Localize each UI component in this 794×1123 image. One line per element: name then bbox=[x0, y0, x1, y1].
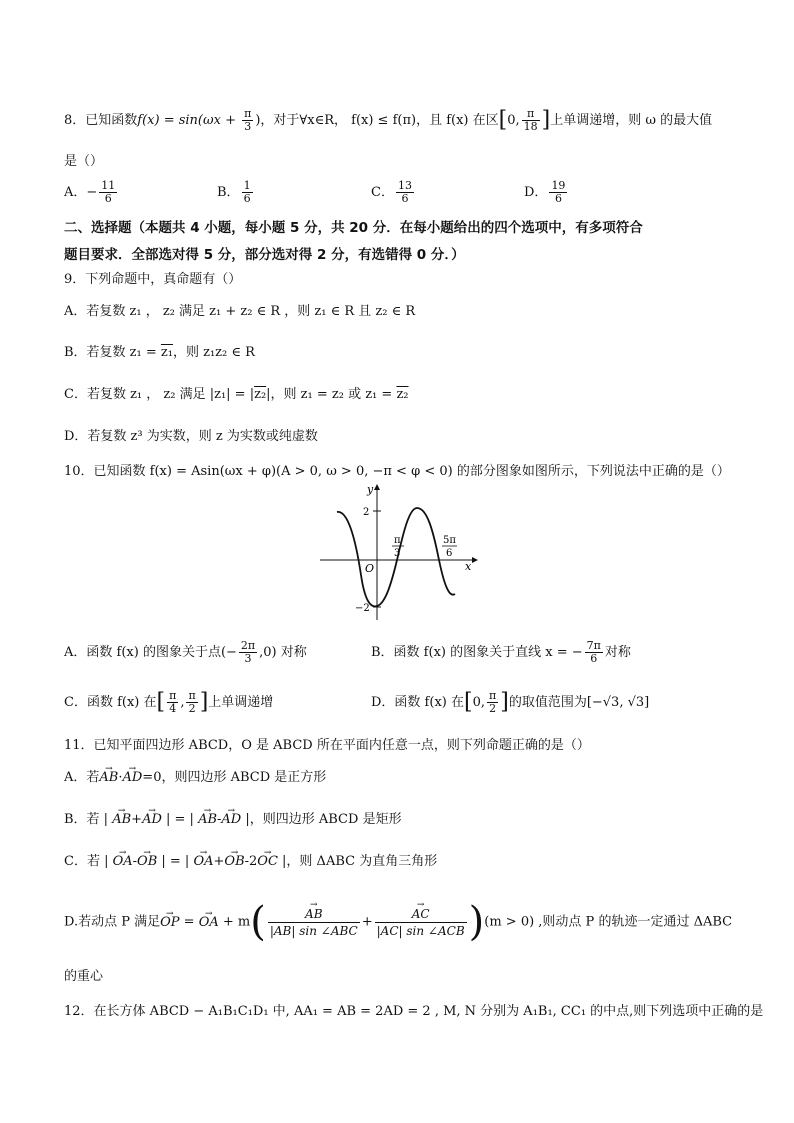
q8-option-b[interactable]: B． $\frac{1}{6}$ bbox=[217, 179, 251, 205]
y-axis-label: y bbox=[367, 483, 374, 496]
x-tick-5pi6-num: 5π bbox=[443, 535, 456, 546]
q11-option-b[interactable]: B．若 | → AB+→ AD | = | → AB-→ AD |，则四边形 ABCD 是矩形 bbox=[64, 810, 402, 830]
q11-option-d-tail: 的重心 bbox=[64, 969, 104, 984]
q10-option-c[interactable]: C．函数 f(x) 在[ $\frac{\pi}{4}$ , $\frac{\pi}{2}$ ]上单调递增 bbox=[64, 689, 274, 715]
q10-option-b[interactable]: B．函数 f(x) 的图象关于直线 x = − $\frac{7\pi}{6}$ 对称 bbox=[371, 639, 631, 665]
x-tick-pi3-num: π bbox=[394, 535, 401, 546]
section2-heading-line2: 题目要求．全部选对得 5 分，部分选对得 2 分，有选错得 0 分．） bbox=[64, 247, 465, 263]
q9-option-c[interactable]: C．若复数 z₁ ， z₂ 满足 |z₁| = |z₂|，则 z₁ = z₂ 或 z₁ = z₂ bbox=[64, 387, 409, 402]
q9-option-b[interactable]: B．若复数 z₁ = z₁，则 z₁z₂ ∈ R bbox=[64, 345, 255, 360]
q8-option-a[interactable]: A．− $\frac{11}{6}$ bbox=[64, 179, 116, 205]
q8-option-c[interactable]: C． $\frac{13}{6}$ bbox=[371, 179, 412, 205]
q9-option-a[interactable]: A．若复数 z₁ ， z₂ 满足 z₁ + z₂ ∈ R ，则 z₁ ∈ R 且 z₂ ∈ R bbox=[64, 304, 416, 319]
q11-stem: 11．已知平面四边形 ABCD，O 是 ABCD 所在平面内任意一点，则下列命题正确的是（） bbox=[64, 738, 590, 753]
q8-stem-line1: 8．已知函数f(x) = sin(ωx + $\frac{\pi}{3}$ )，对于∀x∈R， f(x) ≤ f(π)，且 f(x) 在区[0, $\frac{\pi}{18}$ ]上单调递增，则 ω 的最大值 bbox=[64, 107, 713, 133]
q12-stem: 12．在长方体 ABCD − A₁B₁C₁D₁ 中, AA₁ = AB = 2AD = 2 , M, N 分别为 A₁B₁, CC₁ 的中点,则下列选项中正确的是 bbox=[64, 1004, 764, 1019]
q9-stem: 9．下列命题中，真命题有（） bbox=[64, 272, 242, 287]
section2-heading-line1: 二、选择题（本题共 4 小题，每小题 5 分，共 20 分．在每小题给出的四个选项中，有多项符合 bbox=[64, 220, 643, 236]
q10-sine-graph bbox=[315, 480, 485, 625]
q9-option-d[interactable]: D．若复数 z³ 为实数，则 z 为实数或纯虚数 bbox=[64, 429, 318, 444]
x-axis-label: x bbox=[465, 560, 472, 573]
q8-option-d[interactable]: D． $\frac{19}{6}$ bbox=[524, 179, 566, 205]
origin-label: O bbox=[365, 562, 375, 575]
q8-stem-line2: 是（） bbox=[64, 154, 104, 169]
q10-option-d[interactable]: D．函数 f(x) 在[0, $\frac{\pi}{2}$ ]的取值范围为[−√3, √3] bbox=[371, 689, 650, 715]
q11-option-a[interactable]: A．若→ AB·→ AD=0，则四边形 ABCD 是正方形 bbox=[64, 768, 326, 788]
y-tick-top: 2 bbox=[363, 507, 370, 518]
x-tick-pi3-den: 3 bbox=[394, 548, 401, 559]
q11-option-d[interactable]: D.若动点 P 满足→ OP = → OA + m( → $\frac{AB}{\text{|AB| sin ∠ABC}}$ + → $\frac{AC}{\text{|AC| sin ∠ACB}}$ )(m > 0) ,则动点 P 的轨迹一定通过 ΔABC bbox=[64, 895, 732, 951]
q11-option-c[interactable]: C．若 | → OA-→ OB | = | → OA+→ OB-2→ OC |，则 ΔABC 为直角三角形 bbox=[64, 852, 437, 872]
pi-over-3: $\frac{\pi}{3}$ bbox=[244, 107, 252, 133]
q10-stem: 10．已知函数 f(x) = Asin(ωx + φ)(A > 0, ω > 0, −π < φ < 0) 的部分图象如图所示，下列说法中正确的是（） bbox=[64, 464, 730, 479]
pi-over-18: $\frac{\pi}{18}$ bbox=[523, 107, 538, 133]
y-tick-bottom: −2 bbox=[355, 603, 370, 614]
x-tick-5pi6-den: 6 bbox=[446, 548, 453, 559]
q10-option-a[interactable]: A．函数 f(x) 的图象关于点(− $\frac{2\pi}{3}$ ,0) 对称 bbox=[64, 639, 307, 665]
